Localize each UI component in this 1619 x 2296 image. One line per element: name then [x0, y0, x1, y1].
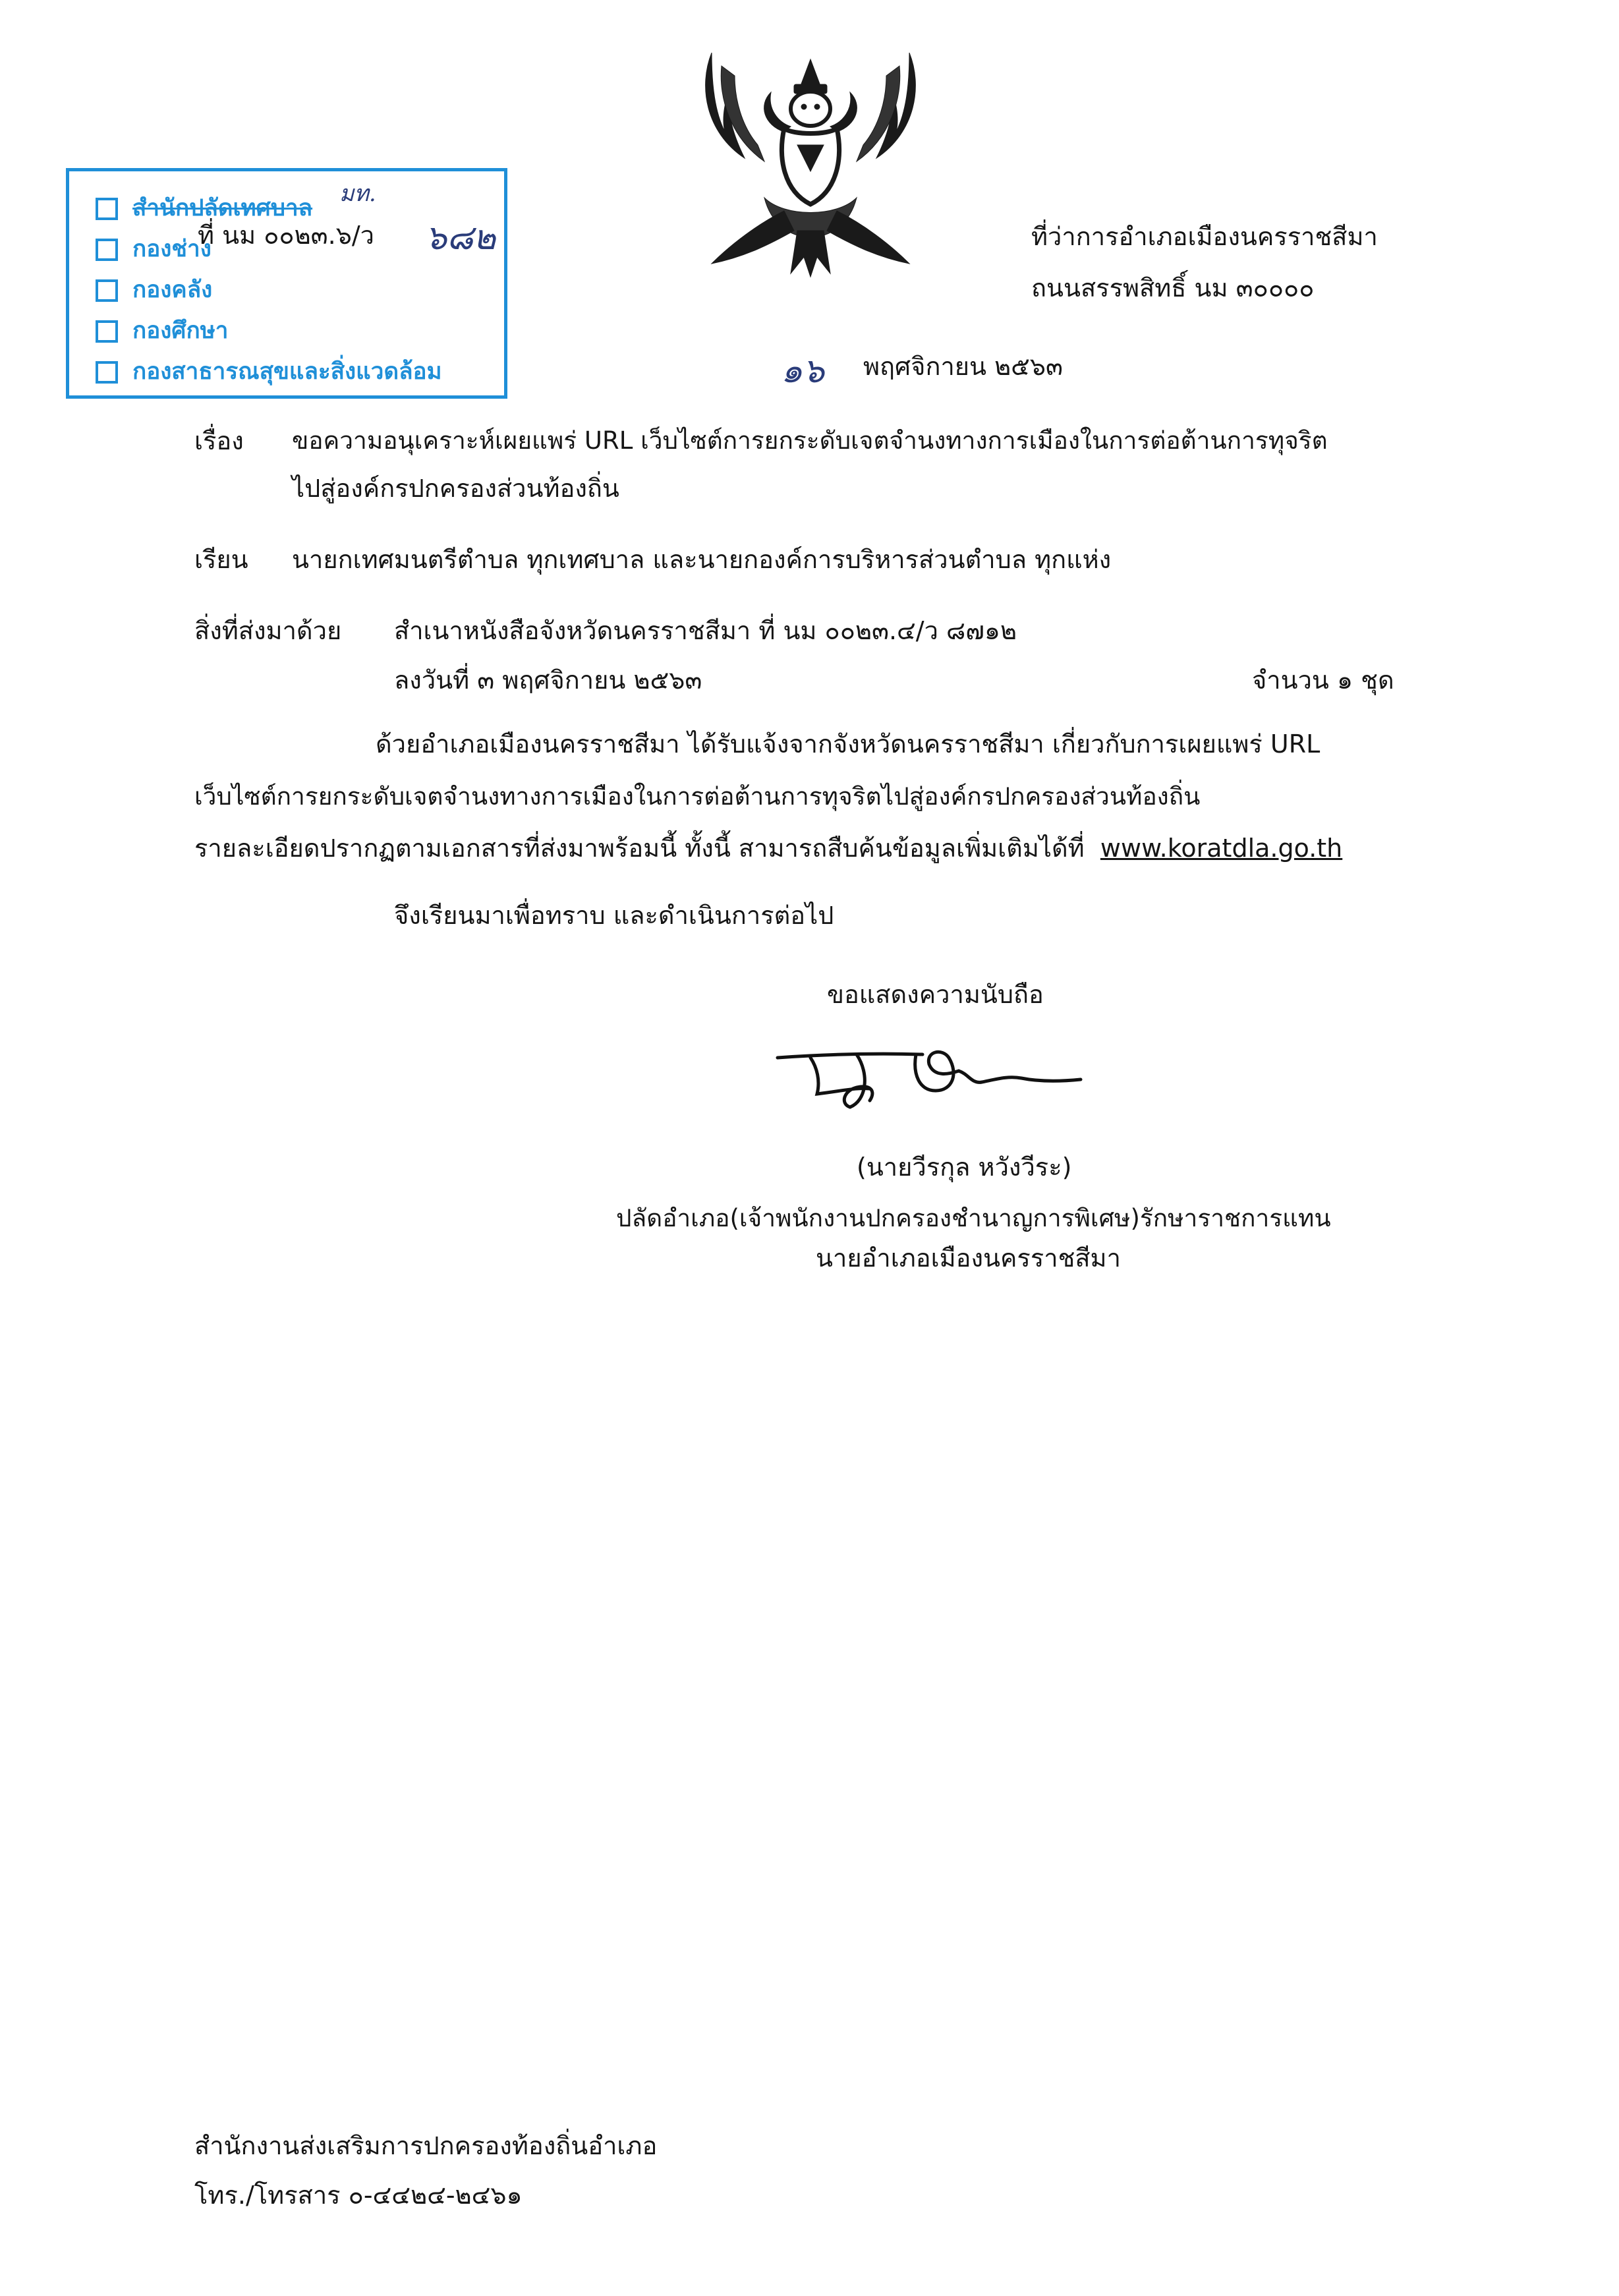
- checkbox-checked-icon: [96, 198, 118, 220]
- enclosure-label: สิ่งที่ส่งมาด้วย: [194, 616, 342, 645]
- date-day-handwritten: ๑๖: [781, 351, 825, 391]
- body-para1-line2: เว็บไซต์การยกระดับเจตจำนงทางการเมืองในการต่อต้านการทุจริตไปสู่องค์กรปกครองส่วนท้องถิ่น: [194, 782, 1201, 811]
- office-name: ที่ว่าการอำเภอเมืองนครราชสีมา: [1031, 222, 1378, 251]
- website-link[interactable]: www.koratdla.go.th: [1100, 834, 1343, 863]
- closing: ขอแสดงความนับถือ: [827, 980, 1044, 1009]
- stamp-item: กองช่าง: [96, 231, 212, 267]
- garuda-emblem: [685, 46, 936, 283]
- subject-label: เรื่อง: [194, 426, 244, 455]
- office-address: ถนนสรรพสิทธิ์ นม ๓๐๐๐๐: [1031, 273, 1315, 302]
- checkbox-icon: [96, 361, 118, 384]
- doc-number-prefix: ที่ นม ๐๐๒๓.๖/ว: [198, 221, 374, 250]
- routing-stamp: [66, 168, 507, 399]
- stamp-item: กองศึกษา: [96, 312, 228, 349]
- doc-number: [198, 223, 374, 248]
- body-para1-line3: [194, 836, 1342, 861]
- checkbox-icon: [96, 279, 118, 302]
- body-para1-line3-text: รายละเอียดปรากฏตามเอกสารที่ส่งมาพร้อมนี้ ทั้งนี้ สามารถสืบค้นข้อมูลเพิ่มเติมได้ที่: [194, 834, 1085, 863]
- to-text: นายกเทศมนตรีตำบล ทุกเทศบาล และนายกองค์การบริหารส่วนตำบล ทุกแห่ง: [292, 545, 1112, 574]
- stamp-item: กองสาธารณสุขและสิ่งแวดล้อม: [96, 353, 442, 389]
- signatory-name: (นายวีรกุล หวังวีระ): [857, 1153, 1072, 1182]
- footer-phone: โทร./โทรสาร ๐-๔๔๒๔-๒๔๖๑: [194, 2181, 523, 2210]
- enclosure-line-1: สำเนาหนังสือจังหวัดนครราชสีมา ที่ นม ๐๐๒๓.๔/ว ๘๗๑๒: [394, 616, 1017, 645]
- handwritten-initial: มท.: [339, 181, 376, 207]
- signatory-position-2: นายอำเภอเมืองนครราชสีมา: [816, 1244, 1121, 1273]
- stamp-item: กองคลัง: [96, 272, 212, 308]
- checkbox-icon: [96, 239, 118, 261]
- to-label: เรียน: [194, 545, 248, 574]
- date-month-year: พฤศจิกายน ๒๕๖๓: [863, 352, 1064, 381]
- doc-number-handwritten: ๖๘๒: [425, 218, 496, 258]
- subject-line-1: ขอความอนุเคราะห์เผยแพร่ URL เว็บไซต์การยกระดับเจตจำนงทางการเมืองในการต่อต้านการทุจริต: [292, 426, 1328, 455]
- enclosure-line-2: ลงวันที่ ๓ พฤศจิกายน ๒๕๖๓: [394, 666, 702, 695]
- subject-line-2: ไปสู่องค์กรปกครองส่วนท้องถิ่น: [292, 474, 619, 503]
- handwritten-signature: [771, 1028, 1100, 1114]
- body-para2: จึงเรียนมาเพื่อทราบ และดำเนินการต่อไป: [394, 901, 834, 930]
- checkbox-icon: [96, 320, 118, 343]
- enclosure-quantity: จำนวน ๑ ชุด: [1252, 666, 1394, 695]
- footer-office: สำนักงานส่งเสริมการปกครองท้องถิ่นอำเภอ: [194, 2131, 658, 2160]
- body-para1-line1: ด้วยอำเภอเมืองนครราชสีมา ได้รับแจ้งจากจังหวัดนครราชสีมา เกี่ยวกับการเผยแพร่ URL: [376, 730, 1321, 759]
- stamp-item: สำนักปลัดเทศบาล: [96, 190, 312, 226]
- signatory-position-1: ปลัดอำเภอ(เจ้าพนักงานปกครองชำนาญการพิเศษ)รักษาราชการแทน: [616, 1204, 1331, 1232]
